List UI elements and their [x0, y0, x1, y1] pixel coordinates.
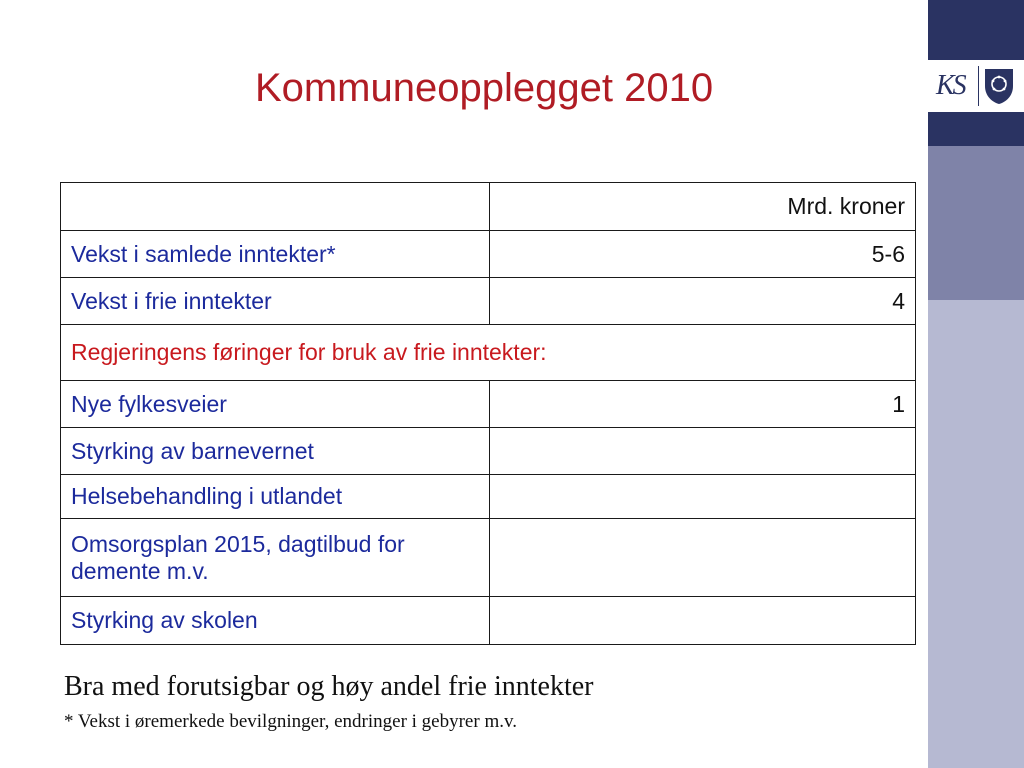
table-row — [61, 475, 916, 519]
table-row — [61, 278, 916, 325]
row-value: 4 — [490, 278, 916, 325]
row-label: Nye fylkesveier — [61, 381, 490, 428]
crest-shield-icon — [982, 66, 1016, 106]
header-label-cell — [61, 183, 490, 231]
row-label: Vekst i frie inntekter — [61, 278, 490, 325]
row-value: 5-6 — [490, 231, 916, 278]
row-value — [490, 475, 916, 519]
section-heading-row — [61, 325, 916, 381]
table-row — [61, 381, 916, 428]
sidebar-band-light — [928, 300, 1024, 768]
logo-text: KS — [936, 70, 965, 101]
table-row — [61, 428, 916, 475]
footnote: * Vekst i øremerkede bevilgninger, endringer i gebyrer m.v. — [64, 711, 517, 732]
sidebar-band-mid — [928, 146, 1024, 300]
logo-divider — [978, 66, 979, 106]
sidebar-top-band — [928, 0, 1024, 60]
table-row — [61, 597, 916, 645]
summary-note: Bra med forutsigbar og høy andel frie inntekter — [64, 671, 594, 702]
row-value — [490, 597, 916, 645]
table-header-row — [61, 183, 916, 231]
row-label: Omsorgsplan 2015, dagtilbud for demente m.v. — [61, 519, 490, 597]
row-value — [490, 519, 916, 597]
slide-title: Kommuneopplegget 2010 — [254, 66, 714, 110]
header-value-cell: Mrd. kroner — [490, 183, 916, 231]
row-value: 1 — [490, 381, 916, 428]
budget-table — [60, 182, 916, 645]
row-label: Styrking av barnevernet — [61, 428, 490, 475]
table-row — [61, 519, 916, 597]
row-label: Vekst i samlede inntekter* — [61, 231, 490, 278]
row-label: Styrking av skolen — [61, 597, 490, 645]
table-row — [61, 231, 916, 278]
row-value — [490, 428, 916, 475]
row-label: Helsebehandling i utlandet — [61, 475, 490, 519]
section-heading: Regjeringens føringer for bruk av frie inntekter: — [61, 325, 916, 381]
